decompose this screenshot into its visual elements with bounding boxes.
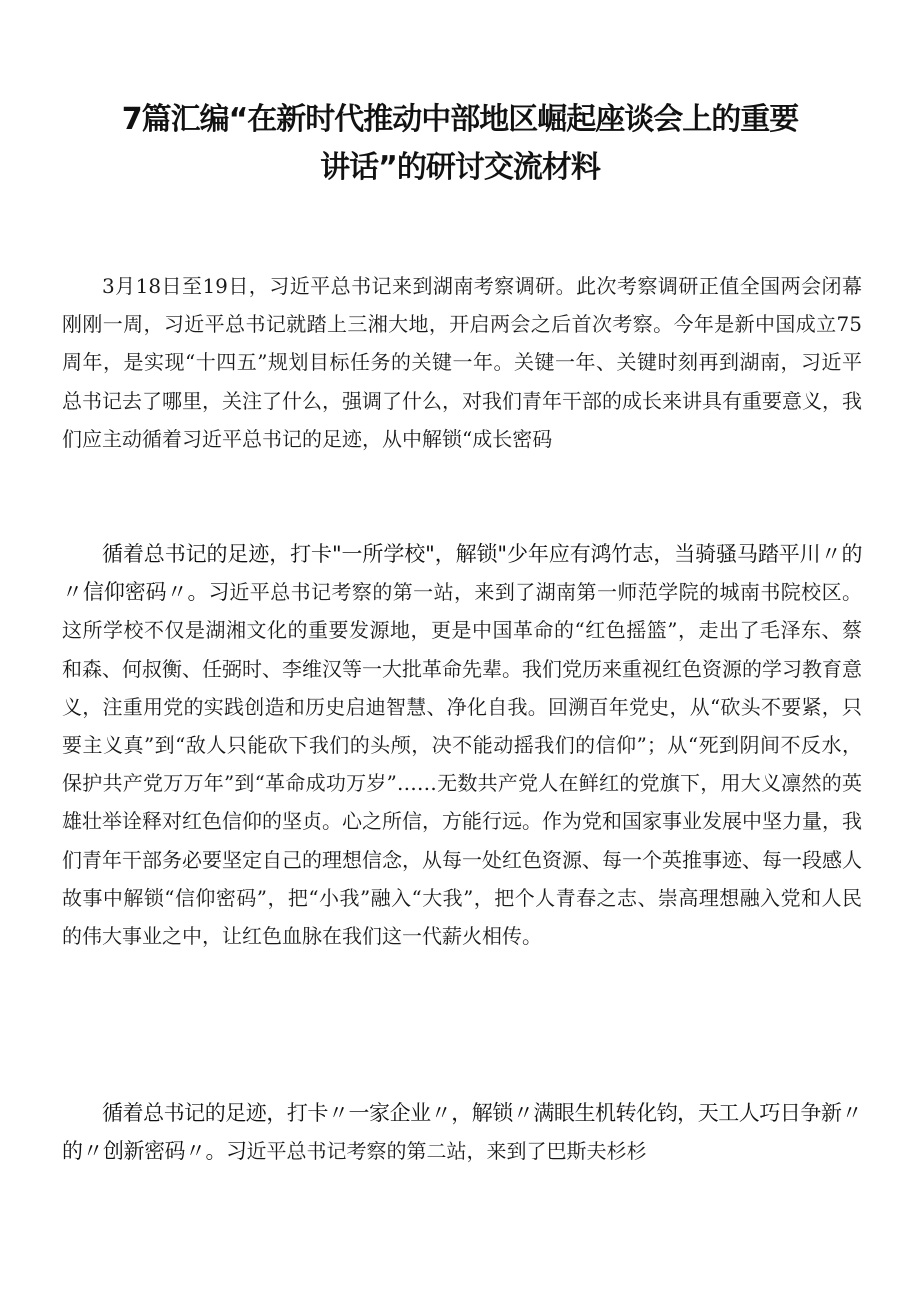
- paragraph-intro-text: [62, 267, 862, 458]
- paragraph-intro: [62, 267, 862, 458]
- paragraph-school-text: [62, 535, 862, 955]
- paragraph-enterprise: [62, 1094, 862, 1170]
- paragraph-text: 3月18日至19日，习近平总书记来到湖南考察调研。此次考察调研正值全国两会闭幕刚刚一周，习近平总书记就踏上三湘大地，开启两会之后首次考察。今年是新中国成立75周年，是实现“十四五”规划目标任务的关键一年。关键一年、关键时刻再到湖南，习近平总书记去了哪里，关注了什么，强调了什么，对我们青年干部的成长来讲具有重要意义，我们应主动循着习近平总书记的足迹，从中解锁“成长密码: [62, 274, 862, 451]
- paragraph-text: 近平总书记考察的第二站，来到了巴斯夫杉杉: [246, 1139, 647, 1164]
- paragraph-school: [62, 535, 862, 955]
- paragraph-text: 近平总书记考察的第一站，来到了湖南第一师范学院的城南书院校区。这所学校不仅是湖湘文化的重要发源地，更是中国革命的“红色摇篮”，走出了毛泽东、蔡和森、何叔衡、任弼时、李维汉等一大批革命先辈。我们党历来重视红色资源的学习教育意义，注重用党的实践创造和历史启迪智慧、净化自我。回溯百年党史，从“砍头不要紧，只要主义真”到“敌人只能砍下我们的头颅，决不能动摇我们的信仰”；从“死到阴间不反水，保护共产党万万年”到“革命成功万岁”……无数共产党人在鲜红的党旗下，用大义凛然的英雄壮举诠释对红色信仰的坚贞。心之所信，方能行远。作为党和国家事业发展中坚力量，我们青年干部务必要坚定自己的理想信念，从每一处红色资源、每一个英推事迹、每一段感人故事中解锁“信仰密码”，把“小我”融入“大我”，把个人青春之志、崇高理想融入党和人民的伟大事业之中，让红色血脉在我们这一代薪火相传。: [62, 580, 863, 949]
- document-title-line-1: 7篇汇编“在新时代推动中部地区崛起座谈会上的重要: [121, 102, 799, 137]
- paragraph-heading: 循着总书记的足迹，打卡"一所学校"，解锁"少年应有鸿竹志，当骑骚马踏平川〃的〃信仰密码〃。习: [62, 542, 862, 605]
- document-title-line-2: 讲话”的研讨交流材料: [320, 150, 600, 185]
- paragraph-heading: 循着总书记的足迹，打卡〃一家企业〃，解锁〃满眼生机转化钧，天工人巧日争新〃的〃创新密码〃。习: [62, 1101, 862, 1164]
- paragraph-enterprise-text: [62, 1094, 862, 1170]
